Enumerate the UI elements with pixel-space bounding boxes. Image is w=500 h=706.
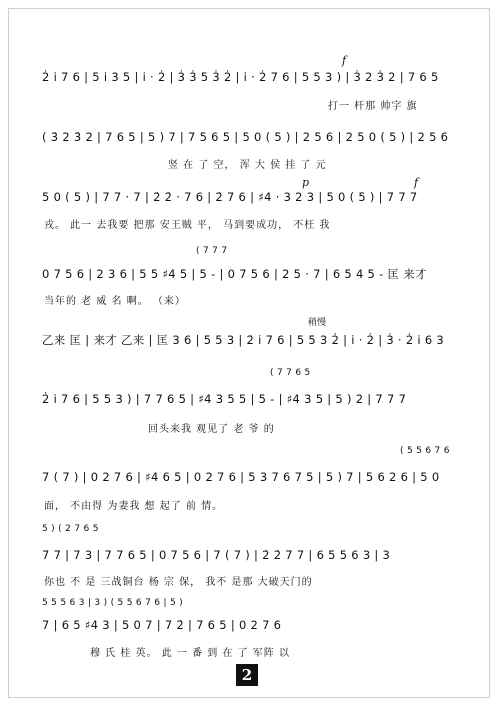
lyric-line-1: 打一 杆那 帅字 旗 xyxy=(328,101,418,112)
lyric-line-3: 戎。 此一 去我要 把那 安王贼 平， 马到要成功， 不枉 我 xyxy=(44,220,331,231)
score-line-7: 7 ( 7 ) | 0 2 7 6 | ♯4 6 5 | 0 2 7 6 | 5 3 7 6 7 5 | 5 ) 7 | 5 6 2 6 | 5 0 xyxy=(42,470,440,484)
score-grace-line-8: 5 ) ( 2 7 6 5 xyxy=(42,524,99,534)
score-grace-line-7: ( 5 5 6 7 6 xyxy=(400,446,450,456)
lyric-line-8: 你也 不 是 三战铜台 杨 宗 保， 我不 是那 大破天门的 xyxy=(44,577,313,588)
score-line-6: 2̇ i̇ 7 6 | 5 5 3 ) | 7 7 6 5 | ♯4 3 5 5 | 5 - | ♯4 3 5 | 5 ) 2 | 7 7 7 xyxy=(42,392,407,406)
score-grace-line-6: ( 7 7 6 5 xyxy=(270,368,311,378)
score-line-5: 乙来 匡 | 来才 乙来 | 匡 3 6 | 5 5 3 | 2̇ i̇ 7 6 | 5 5 3 2̇ | i̇ · 2̇ | 3̇ · 2̇ i̇ 6 3 xyxy=(42,333,445,347)
lyric-line-2: 竖 在 了 空， 浑 大 侯 挂 了 元 xyxy=(168,160,327,171)
score-grace-line-9: 5 5 5 6 3 | 3 ) ( 5 5 6 7 6 | 5 ) xyxy=(42,598,183,608)
dynamic-mark-piano: p xyxy=(302,176,310,189)
score-line-4: 0 7 5 6 | 2 3 6 | 5 5 ♯4 5 | 5 - | 0 7 5 6 | 2 5 · 7 | 6 5 4 5 - 匡 来才 xyxy=(42,267,427,281)
score-line-8: 7 7 | 7 3 | 7 7 6 5 | 0 7 5 6 | 7 ( 7 ) | 2̇ 2̇ 7 7 | 6 5 5 6 3 | 3 xyxy=(42,548,391,562)
dynamic-mark-forte-1: f xyxy=(342,54,347,67)
score-line-1: 2̇ i̇ 7 6 | 5 i̇ 3 5 | i̇ · 2̇ | 3̇ 3̇ 5 3̇ 2̇ | i̇ · 2̇ 7 6 | 5 5 3 ) | 3̇ 2 3̇ 2 | 7 6 5 xyxy=(42,70,439,84)
lyric-line-9: 穆 氏 桂 英。 此 一 番 到 在 了 军阵 以 xyxy=(90,648,290,659)
tempo-marking: 稍慢 xyxy=(308,318,327,328)
score-line-3: 5 0 ( 5 ) | 7 7 · 7 | 2̇ 2̇ · 7 6 | 2̇ 7 6 | ♯4 · 3 2 3 | 5 0 ( 5 ) | 7 7 7 xyxy=(42,190,418,204)
score-grace-line-4: ( 7 7 7 xyxy=(196,246,228,256)
score-line-9: 7 | 6 5 ♯4 3 | 5 0 7 | 7 2̇ | 7 6 5 | 0 2 7 6 xyxy=(42,618,282,632)
lyric-line-6: 回头来我 观见了 老 爷 的 xyxy=(148,424,275,435)
score-line-2: ( 3̇ 2 3̇ 2 | 7 6 5 | 5 ) 7 | 7 5 6 5 | 5 0 ( 5 ) | 2 5 6 | 2 5 0 ( 5 ) | 2 5 6 xyxy=(42,130,449,144)
page-number: 2 xyxy=(236,664,258,686)
dynamic-mark-forte-2: f xyxy=(414,176,419,189)
lyric-line-7: 面， 不由得 为妻我 想 起了 前 情。 xyxy=(44,501,224,512)
lyric-line-4: 当年的 老 威 名 啊。 （来） xyxy=(44,296,186,307)
